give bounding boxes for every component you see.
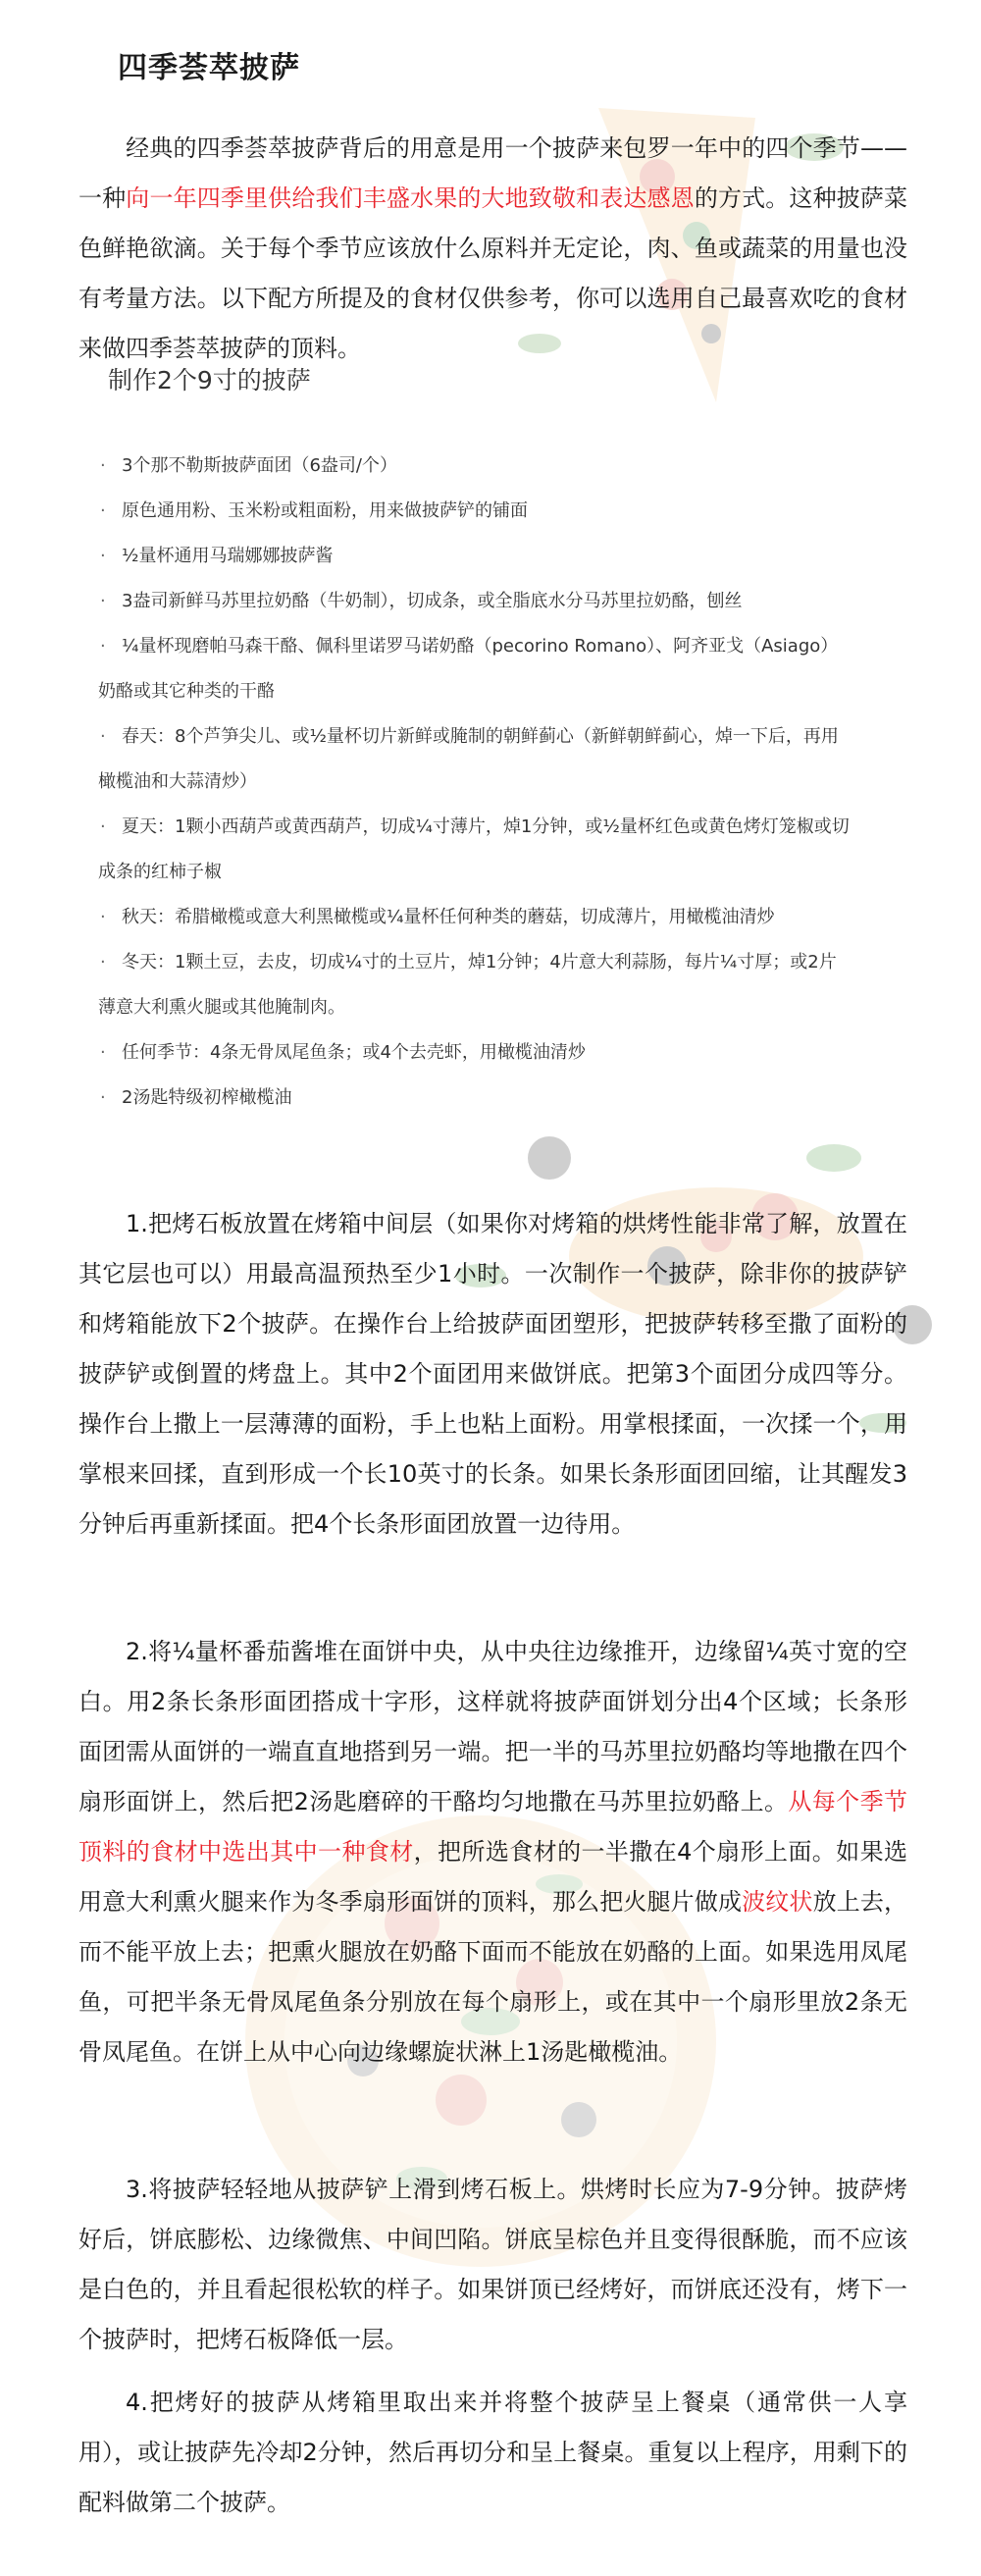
step-2-highlight-wave: 波纹状 <box>742 1888 813 1916</box>
ingredients-list <box>98 444 917 1121</box>
ingredient-item: · 2汤匙特级初榨橄榄油 <box>98 1076 917 1121</box>
ingredient-item: · 任何季节：4条无骨凤尾鱼条；或4个去壳虾，用橄榄油清炒 <box>98 1030 917 1076</box>
intro-text: 经典的四季荟萃披萨背后的用意是用一个披萨来包罗一年中的四个季节——一种 <box>78 134 907 212</box>
ingredient-item: · 春天：8个芦笋尖儿、或½量杯切片新鲜或腌制的朝鲜蓟心（新鲜朝鲜蓟心，焯一下后，再用 橄榄油和大蒜清炒） <box>98 714 917 805</box>
ingredient-item: · 3个那不勒斯披萨面团（6盎司/个） <box>98 444 917 489</box>
ingredient-item: · 秋天：希腊橄榄或意大利黑橄榄或¼量杯任何种类的蘑菇，切成薄片，用橄榄油清炒 <box>98 895 917 940</box>
ingredient-item: · 原色通用粉、玉米粉或粗面粉，用来做披萨铲的铺面 <box>98 489 917 534</box>
step-4-text: 4.把烤好的披萨从烤箱里取出来并将整个披萨呈上餐桌（通常供一人享用），或让披萨先冷却2分钟，然后再切分和呈上餐桌。重复以上程序，用剩下的配料做第二个披萨。 <box>78 2389 907 2516</box>
step-2-text-cont: ，把所选食材的一半撒在4个扇形上面。如果选用意大利熏火腿来作为冬季扇形面饼的顶料，那么把火腿片做成 <box>78 1838 907 1916</box>
ingredient-item: · 冬天：1颗土豆，去皮，切成¼寸的土豆片，焯1分钟；4片意大利蒜肠，每片¼寸厚；或2片 薄意大利熏火腿或其他腌制肉。 <box>98 940 917 1030</box>
ingredient-item: · ¼量杯现磨帕马森干酪、佩科里诺罗马诺奶酪（pecorino Romano）、阿齐亚戈（Asiago） 奶酪或其它种类的干酪 <box>98 624 917 714</box>
step-1-paragraph <box>78 1199 907 1550</box>
ingredients-heading: 制作2个9寸的披萨 <box>108 366 311 394</box>
step-2-paragraph <box>78 1627 907 2077</box>
intro-highlight: 向一年四季里供给我们丰盛水果的大地致敬和表达感恩 <box>126 184 695 212</box>
step-4-paragraph <box>78 2378 907 2528</box>
step-3-text: 3.将披萨轻轻地从披萨铲上滑到烤石板上。烘烤时长应为7-9分钟。披萨烤好后，饼底膨松、边缘微焦、中间凹陷。饼底呈棕色并且变得很酥脆，而不应该是白色的，并且看起很松软的样子。如果饼顶已经烤好，而饼底还没有，烤下一个披萨时，把烤石板降低一层。 <box>78 2176 907 2353</box>
page-title: 四季荟萃披萨 <box>118 51 300 85</box>
step-1-text: 1.把烤石板放置在烤箱中间层（如果你对烤箱的烘烤性能非常了解，放置在其它层也可以）用最高温预热至少1小时。一次制作一个披萨，除非你的披萨铲和烤箱能放下2个披萨。在操作台上给披萨面团塑形，把披萨转移至撒了面粉的披萨铲或倒置的烤盘上。其中2个面团用来做饼底。把第3个面团分成四等分。操作台上撒上一层薄薄的面粉，手上也粘上面粉。用掌根揉面，一次揉一个，用掌根来回揉，直到形成一个长10英寸的长条。如果长条形面团回缩，让其醒发3分钟后再重新揉面。把4个长条形面团放置一边待用。 <box>78 1210 907 1538</box>
step-2-text-end: 放上去，而不能平放上去；把熏火腿放在奶酪下面而不能放在奶酪的上面。如果选用凤尾鱼，可把半条无骨凤尾鱼条分别放在每个扇形上，或在其中一个扇形里放2条无骨凤尾鱼。在饼上从中心向边缘螺旋状淋上1汤匙橄榄油。 <box>78 1888 908 2066</box>
step-3-paragraph <box>78 2165 907 2365</box>
intro-paragraph <box>78 124 907 374</box>
step-2-text: 2.将¼量杯番茄酱堆在面饼中央，从中央往边缘推开，边缘留¼英寸宽的空白。用2条长条形面团搭成十字形，这样就将披萨面饼划分出4个区域；长条形面团需从面饼的一端直直地搭到另一端。把一半的马苏里拉奶酪均等地撒在四个扇形面饼上，然后把2汤匙磨碎的干酪均匀地撒在马苏里拉奶酪上。 <box>78 1638 907 1815</box>
ingredient-item: · ½量杯通用马瑞娜娜披萨酱 <box>98 534 917 579</box>
ingredient-item: · 夏天：1颗小西葫芦或黄西葫芦，切成¼寸薄片，焯1分钟，或½量杯红色或黄色烤灯笼椒或切 成条的红柿子椒 <box>98 805 917 895</box>
step-2-highlight: 从每个季节顶料的食材中选出其中一种食材 <box>78 1788 907 1866</box>
intro-text-cont: 的方式。这种披萨菜色鲜艳欲滴。关于每个季节应该放什么原料并无定论，肉、鱼或蔬菜的用量也没有考量方法。以下配方所提及的食材仅供参考，你可以选用自己最喜欢吃的食材来做四季荟萃披萨的顶料。 <box>78 184 908 362</box>
ingredient-item: · 3盎司新鲜马苏里拉奶酪（牛奶制），切成条，或全脂底水分马苏里拉奶酪，刨丝 <box>98 579 917 624</box>
